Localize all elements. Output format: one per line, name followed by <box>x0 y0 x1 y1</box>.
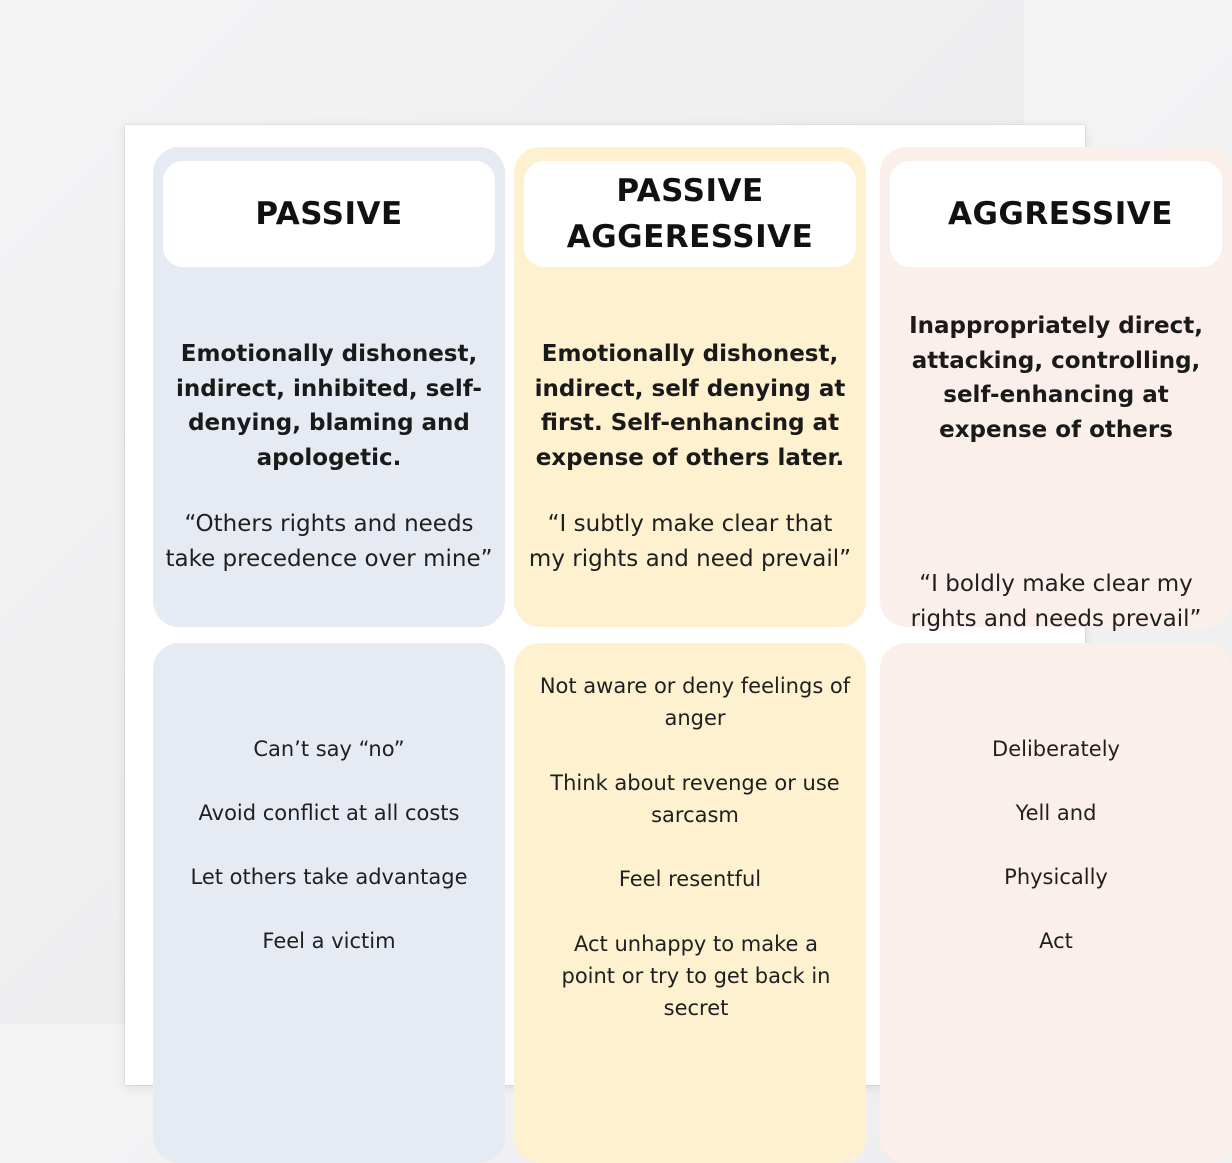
passive-aggressive-header <box>524 161 856 267</box>
aggressive-quote: “I boldly make clear my rights and needs prevail” <box>910 571 1202 632</box>
aggressive-title: AGGRESSIVE <box>948 196 1173 232</box>
aggressive-header <box>890 161 1222 267</box>
list-item: Can’t say “no” <box>253 737 405 761</box>
list-item: Deliberately <box>992 737 1120 761</box>
passive-title: PASSIVE <box>255 196 403 232</box>
passive-aggressive-title: PASSIVE AGGERESSIVE <box>566 173 814 255</box>
aggressive-top-panel <box>880 147 1232 632</box>
aggressive-description: Inappropriately direct, attacking, controlling, self-enhancing at expense of others <box>909 313 1203 443</box>
passive-quote: “Others rights and needs take precedence over mine” <box>165 511 493 572</box>
passive-description: Emotionally dishonest, indirect, inhibited, self-denying, blaming and apologetic. <box>176 341 482 471</box>
list-item: Think about revenge or use sarcasm <box>550 771 840 827</box>
list-item: Act unhappy to make a point or try to get back in secret <box>561 932 831 1020</box>
list-item: Physically <box>1004 865 1108 889</box>
passive-top-panel <box>153 147 505 627</box>
aggressive-bottom-panel <box>880 643 1232 1163</box>
passive-aggressive-quote: “I subtly make clear that my rights and need prevail” <box>528 511 852 572</box>
passive-aggressive-description: Emotionally dishonest, indirect, self denying at first. Self-enhancing at expense of others later. <box>534 341 846 471</box>
list-item: Yell and <box>1015 801 1097 825</box>
chart-sheet <box>125 125 1203 1085</box>
list-item: Let others take advantage <box>190 865 468 889</box>
list-item: Act <box>1039 929 1073 953</box>
list-item: Feel a victim <box>262 929 396 953</box>
list-item: Not aware or deny feelings of anger <box>539 674 851 730</box>
passive-header <box>163 161 495 267</box>
passive-aggressive-top-panel <box>514 147 866 627</box>
passive-bottom-panel <box>153 643 505 1163</box>
list-item: Feel resentful <box>618 867 762 891</box>
list-item: Avoid conflict at all costs <box>198 801 460 825</box>
